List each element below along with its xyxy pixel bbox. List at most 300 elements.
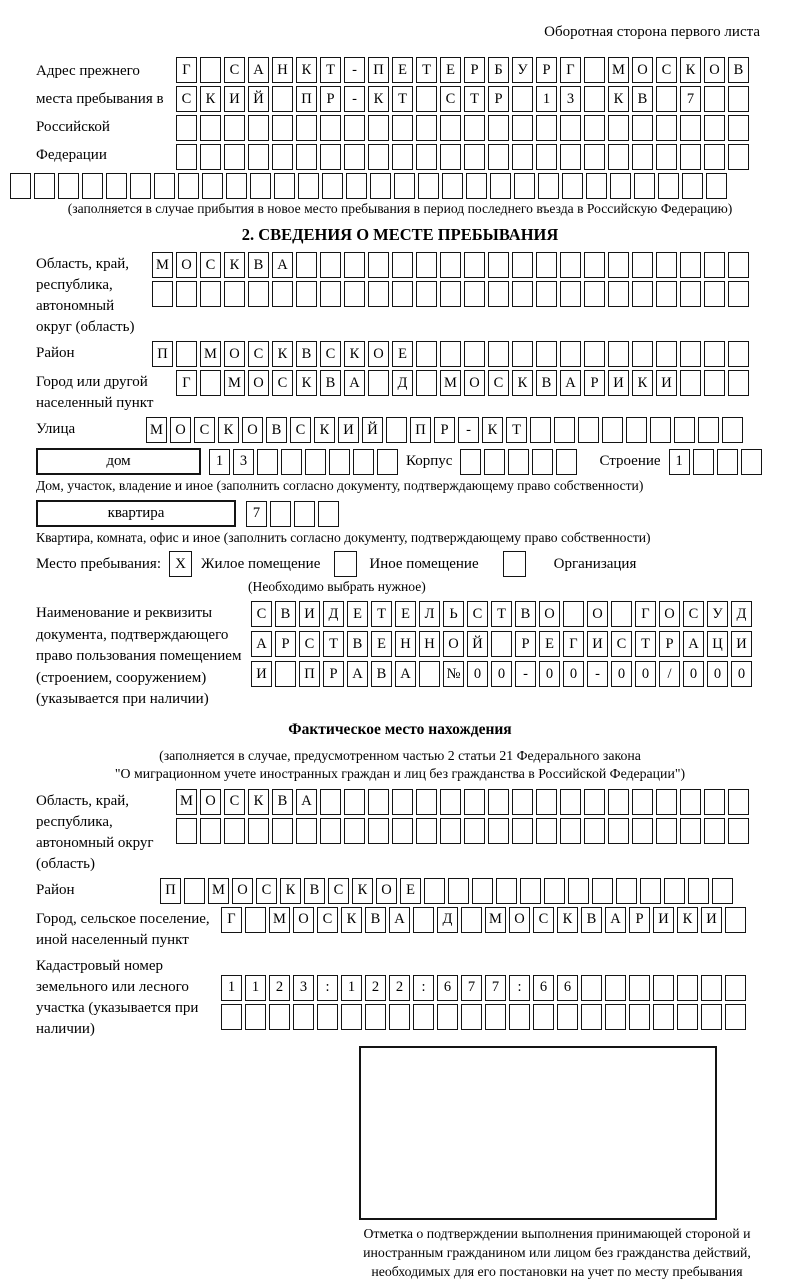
char-cell[interactable]: К — [482, 417, 503, 443]
char-cell[interactable] — [728, 818, 749, 844]
char-cell[interactable]: А — [272, 252, 293, 278]
char-cell[interactable]: С — [656, 57, 677, 83]
char-cell[interactable] — [320, 115, 341, 141]
char-cell[interactable]: В — [347, 631, 368, 657]
char-cell[interactable] — [556, 449, 577, 475]
char-cell[interactable] — [704, 115, 725, 141]
char-cell[interactable] — [320, 281, 341, 307]
char-cell[interactable] — [281, 449, 302, 475]
char-cell[interactable]: 0 — [611, 661, 632, 687]
char-cell[interactable] — [200, 57, 221, 83]
char-cell[interactable] — [560, 818, 581, 844]
char-cell[interactable] — [200, 115, 221, 141]
char-cell[interactable] — [460, 449, 481, 475]
char-cell[interactable]: П — [160, 878, 181, 904]
char-cell[interactable]: 7 — [246, 501, 267, 527]
char-cell[interactable] — [562, 173, 583, 199]
char-cell[interactable]: О — [248, 370, 269, 396]
char-cell[interactable] — [693, 449, 714, 475]
char-cell[interactable] — [176, 341, 197, 367]
char-cell[interactable]: Р — [275, 631, 296, 657]
char-cell[interactable]: Т — [323, 631, 344, 657]
char-cell[interactable] — [704, 789, 725, 815]
char-cell[interactable]: А — [389, 907, 410, 933]
char-cell[interactable] — [154, 173, 175, 199]
char-cell[interactable] — [416, 115, 437, 141]
char-cell[interactable] — [632, 341, 653, 367]
char-cell[interactable] — [560, 115, 581, 141]
char-cell[interactable]: 7 — [461, 975, 482, 1001]
char-cell[interactable]: К — [557, 907, 578, 933]
char-cell[interactable] — [176, 115, 197, 141]
char-cell[interactable] — [488, 115, 509, 141]
char-cell[interactable]: В — [304, 878, 325, 904]
char-cell[interactable]: С — [440, 86, 461, 112]
char-cell[interactable] — [200, 370, 221, 396]
char-cell[interactable] — [584, 341, 605, 367]
char-cell[interactable] — [728, 789, 749, 815]
char-cell[interactable]: Г — [176, 370, 197, 396]
region-grid-row-2[interactable] — [152, 281, 749, 307]
char-cell[interactable] — [464, 789, 485, 815]
char-cell[interactable]: О — [509, 907, 530, 933]
char-cell[interactable] — [584, 144, 605, 170]
cadastral-grid-row-1[interactable] — [221, 975, 746, 1001]
char-cell[interactable]: В — [515, 601, 536, 627]
char-cell[interactable] — [224, 818, 245, 844]
char-cell[interactable] — [538, 173, 559, 199]
char-cell[interactable]: И — [224, 86, 245, 112]
char-cell[interactable]: С — [488, 370, 509, 396]
city-grid[interactable] — [176, 370, 749, 396]
char-cell[interactable]: С — [467, 601, 488, 627]
char-cell[interactable]: С — [176, 86, 197, 112]
prev-address-grid-row-3[interactable] — [176, 115, 749, 141]
char-cell[interactable]: А — [347, 661, 368, 687]
char-cell[interactable]: О — [632, 57, 653, 83]
char-cell[interactable] — [245, 907, 266, 933]
char-cell[interactable] — [440, 115, 461, 141]
char-cell[interactable] — [176, 281, 197, 307]
char-cell[interactable] — [704, 281, 725, 307]
char-cell[interactable]: К — [224, 252, 245, 278]
char-cell[interactable]: М — [152, 252, 173, 278]
prev-address-overflow-row[interactable] — [10, 173, 764, 199]
char-cell[interactable] — [728, 115, 749, 141]
char-cell[interactable] — [200, 281, 221, 307]
char-cell[interactable] — [704, 144, 725, 170]
char-cell[interactable]: / — [659, 661, 680, 687]
char-cell[interactable] — [464, 341, 485, 367]
house-number-grid[interactable] — [209, 449, 398, 475]
char-cell[interactable] — [512, 86, 533, 112]
char-cell[interactable] — [200, 818, 221, 844]
char-cell[interactable] — [370, 173, 391, 199]
char-cell[interactable]: В — [536, 370, 557, 396]
char-cell[interactable]: 1 — [245, 975, 266, 1001]
char-cell[interactable] — [728, 341, 749, 367]
char-cell[interactable]: О — [232, 878, 253, 904]
char-cell[interactable] — [680, 818, 701, 844]
char-cell[interactable] — [536, 252, 557, 278]
char-cell[interactable]: Р — [320, 86, 341, 112]
char-cell[interactable]: О — [200, 789, 221, 815]
char-cell[interactable]: М — [176, 789, 197, 815]
char-cell[interactable]: Р — [488, 86, 509, 112]
char-cell[interactable]: Е — [400, 878, 421, 904]
char-cell[interactable] — [592, 878, 613, 904]
char-cell[interactable] — [488, 252, 509, 278]
char-cell[interactable]: 3 — [233, 449, 254, 475]
char-cell[interactable] — [634, 173, 655, 199]
char-cell[interactable] — [296, 818, 317, 844]
char-cell[interactable]: Р — [584, 370, 605, 396]
char-cell[interactable]: Т — [320, 57, 341, 83]
char-cell[interactable]: : — [317, 975, 338, 1001]
char-cell[interactable]: К — [341, 907, 362, 933]
char-cell[interactable] — [392, 252, 413, 278]
char-cell[interactable] — [318, 501, 339, 527]
char-cell[interactable] — [728, 144, 749, 170]
char-cell[interactable] — [485, 1004, 506, 1030]
char-cell[interactable] — [418, 173, 439, 199]
char-cell[interactable] — [368, 252, 389, 278]
char-cell[interactable]: В — [266, 417, 287, 443]
char-cell[interactable] — [224, 281, 245, 307]
char-cell[interactable] — [368, 115, 389, 141]
char-cell[interactable] — [344, 144, 365, 170]
char-cell[interactable] — [488, 144, 509, 170]
char-cell[interactable]: 0 — [683, 661, 704, 687]
char-cell[interactable] — [377, 449, 398, 475]
prev-address-grid-row-2[interactable] — [176, 86, 749, 112]
char-cell[interactable] — [581, 975, 602, 1001]
char-cell[interactable] — [626, 417, 647, 443]
char-cell[interactable] — [488, 818, 509, 844]
char-cell[interactable]: Е — [440, 57, 461, 83]
char-cell[interactable] — [464, 115, 485, 141]
char-cell[interactable]: У — [707, 601, 728, 627]
document-grid-row-2[interactable] — [251, 631, 752, 657]
char-cell[interactable] — [248, 818, 269, 844]
char-cell[interactable]: П — [296, 86, 317, 112]
char-cell[interactable]: К — [632, 370, 653, 396]
char-cell[interactable]: О — [443, 631, 464, 657]
char-cell[interactable]: И — [251, 661, 272, 687]
organization-checkbox[interactable] — [503, 551, 526, 577]
char-cell[interactable] — [725, 1004, 746, 1030]
char-cell[interactable]: О — [587, 601, 608, 627]
char-cell[interactable]: Й — [248, 86, 269, 112]
char-cell[interactable] — [512, 144, 533, 170]
char-cell[interactable] — [605, 1004, 626, 1030]
char-cell[interactable] — [581, 1004, 602, 1030]
char-cell[interactable] — [344, 818, 365, 844]
char-cell[interactable]: Р — [515, 631, 536, 657]
char-cell[interactable]: А — [344, 370, 365, 396]
document-grid-row-1[interactable] — [251, 601, 752, 627]
char-cell[interactable] — [616, 878, 637, 904]
char-cell[interactable]: С — [251, 601, 272, 627]
char-cell[interactable] — [152, 281, 173, 307]
fact-region-grid-row-2[interactable] — [176, 818, 749, 844]
char-cell[interactable]: Н — [395, 631, 416, 657]
char-cell[interactable] — [512, 252, 533, 278]
char-cell[interactable] — [305, 449, 326, 475]
char-cell[interactable]: Ц — [707, 631, 728, 657]
char-cell[interactable] — [584, 818, 605, 844]
char-cell[interactable] — [608, 281, 629, 307]
char-cell[interactable] — [706, 173, 727, 199]
char-cell[interactable]: 6 — [437, 975, 458, 1001]
char-cell[interactable] — [632, 144, 653, 170]
char-cell[interactable] — [248, 281, 269, 307]
char-cell[interactable] — [632, 115, 653, 141]
char-cell[interactable]: А — [683, 631, 704, 657]
char-cell[interactable] — [584, 86, 605, 112]
char-cell[interactable] — [568, 878, 589, 904]
char-cell[interactable]: С — [224, 57, 245, 83]
char-cell[interactable] — [250, 173, 271, 199]
char-cell[interactable] — [640, 878, 661, 904]
char-cell[interactable]: Г — [560, 57, 581, 83]
char-cell[interactable]: Г — [176, 57, 197, 83]
char-cell[interactable]: П — [152, 341, 173, 367]
char-cell[interactable] — [440, 789, 461, 815]
char-cell[interactable] — [416, 252, 437, 278]
char-cell[interactable] — [680, 144, 701, 170]
char-cell[interactable]: О — [376, 878, 397, 904]
char-cell[interactable] — [368, 281, 389, 307]
char-cell[interactable]: И — [338, 417, 359, 443]
char-cell[interactable]: С — [200, 252, 221, 278]
char-cell[interactable] — [346, 173, 367, 199]
korpus-grid[interactable] — [460, 449, 577, 475]
char-cell[interactable]: К — [352, 878, 373, 904]
char-cell[interactable]: 1 — [341, 975, 362, 1001]
char-cell[interactable] — [680, 115, 701, 141]
char-cell[interactable]: О — [170, 417, 191, 443]
char-cell[interactable]: К — [677, 907, 698, 933]
char-cell[interactable] — [248, 115, 269, 141]
char-cell[interactable] — [536, 341, 557, 367]
char-cell[interactable]: 1 — [209, 449, 230, 475]
char-cell[interactable]: И — [587, 631, 608, 657]
char-cell[interactable] — [741, 449, 762, 475]
char-cell[interactable] — [680, 281, 701, 307]
fact-region-grid-row-1[interactable] — [176, 789, 749, 815]
char-cell[interactable] — [368, 789, 389, 815]
char-cell[interactable] — [461, 907, 482, 933]
char-cell[interactable] — [554, 417, 575, 443]
char-cell[interactable] — [440, 252, 461, 278]
char-cell[interactable] — [329, 449, 350, 475]
char-cell[interactable] — [257, 449, 278, 475]
document-grid-row-3[interactable] — [251, 661, 752, 687]
char-cell[interactable]: С — [611, 631, 632, 657]
char-cell[interactable]: 2 — [365, 975, 386, 1001]
char-cell[interactable] — [416, 818, 437, 844]
char-cell[interactable] — [461, 1004, 482, 1030]
char-cell[interactable] — [610, 173, 631, 199]
char-cell[interactable] — [272, 818, 293, 844]
char-cell[interactable] — [682, 173, 703, 199]
char-cell[interactable]: А — [560, 370, 581, 396]
char-cell[interactable] — [532, 449, 553, 475]
char-cell[interactable] — [688, 878, 709, 904]
char-cell[interactable] — [320, 818, 341, 844]
char-cell[interactable] — [704, 370, 725, 396]
char-cell[interactable] — [584, 789, 605, 815]
char-cell[interactable] — [544, 878, 565, 904]
char-cell[interactable] — [560, 789, 581, 815]
char-cell[interactable]: А — [296, 789, 317, 815]
char-cell[interactable] — [656, 281, 677, 307]
char-cell[interactable] — [677, 975, 698, 1001]
char-cell[interactable]: Т — [371, 601, 392, 627]
char-cell[interactable] — [728, 86, 749, 112]
char-cell[interactable]: Г — [221, 907, 242, 933]
char-cell[interactable]: В — [581, 907, 602, 933]
char-cell[interactable] — [563, 601, 584, 627]
fact-district-grid[interactable] — [160, 878, 733, 904]
char-cell[interactable]: О — [464, 370, 485, 396]
char-cell[interactable] — [557, 1004, 578, 1030]
char-cell[interactable] — [416, 341, 437, 367]
char-cell[interactable]: О — [368, 341, 389, 367]
char-cell[interactable]: И — [653, 907, 674, 933]
char-cell[interactable] — [368, 370, 389, 396]
char-cell[interactable] — [178, 173, 199, 199]
char-cell[interactable]: Н — [419, 631, 440, 657]
char-cell[interactable]: М — [485, 907, 506, 933]
char-cell[interactable]: М — [146, 417, 167, 443]
char-cell[interactable]: О — [704, 57, 725, 83]
char-cell[interactable] — [386, 417, 407, 443]
char-cell[interactable] — [224, 144, 245, 170]
apartment-number-grid[interactable] — [246, 501, 339, 527]
char-cell[interactable]: О — [176, 252, 197, 278]
char-cell[interactable]: К — [296, 57, 317, 83]
char-cell[interactable] — [512, 115, 533, 141]
char-cell[interactable]: В — [296, 341, 317, 367]
char-cell[interactable] — [560, 281, 581, 307]
char-cell[interactable]: С — [272, 370, 293, 396]
char-cell[interactable] — [560, 252, 581, 278]
char-cell[interactable]: 6 — [533, 975, 554, 1001]
char-cell[interactable]: Е — [371, 631, 392, 657]
char-cell[interactable] — [389, 1004, 410, 1030]
char-cell[interactable] — [677, 1004, 698, 1030]
char-cell[interactable] — [656, 252, 677, 278]
char-cell[interactable] — [106, 173, 127, 199]
char-cell[interactable] — [368, 818, 389, 844]
char-cell[interactable]: У — [512, 57, 533, 83]
char-cell[interactable] — [365, 1004, 386, 1030]
char-cell[interactable]: В — [272, 789, 293, 815]
char-cell[interactable]: В — [275, 601, 296, 627]
char-cell[interactable] — [224, 115, 245, 141]
char-cell[interactable]: 6 — [557, 975, 578, 1001]
char-cell[interactable]: Б — [488, 57, 509, 83]
char-cell[interactable] — [704, 86, 725, 112]
char-cell[interactable] — [608, 115, 629, 141]
char-cell[interactable] — [674, 417, 695, 443]
char-cell[interactable] — [184, 878, 205, 904]
char-cell[interactable] — [344, 252, 365, 278]
char-cell[interactable] — [680, 341, 701, 367]
char-cell[interactable]: М — [608, 57, 629, 83]
char-cell[interactable] — [602, 417, 623, 443]
char-cell[interactable] — [392, 789, 413, 815]
char-cell[interactable]: Д — [392, 370, 413, 396]
char-cell[interactable] — [632, 818, 653, 844]
char-cell[interactable]: № — [443, 661, 464, 687]
char-cell[interactable] — [176, 818, 197, 844]
char-cell[interactable]: Т — [491, 601, 512, 627]
char-cell[interactable] — [82, 173, 103, 199]
char-cell[interactable] — [472, 878, 493, 904]
char-cell[interactable]: 2 — [269, 975, 290, 1001]
char-cell[interactable] — [512, 818, 533, 844]
char-cell[interactable] — [605, 975, 626, 1001]
char-cell[interactable]: 1 — [669, 449, 690, 475]
char-cell[interactable] — [269, 1004, 290, 1030]
char-cell[interactable]: Р — [629, 907, 650, 933]
char-cell[interactable] — [245, 1004, 266, 1030]
char-cell[interactable] — [725, 975, 746, 1001]
char-cell[interactable]: О — [293, 907, 314, 933]
char-cell[interactable]: К — [368, 86, 389, 112]
char-cell[interactable] — [586, 173, 607, 199]
char-cell[interactable]: К — [200, 86, 221, 112]
char-cell[interactable] — [298, 173, 319, 199]
residential-checkbox[interactable]: X — [169, 551, 192, 577]
char-cell[interactable] — [419, 661, 440, 687]
char-cell[interactable] — [584, 57, 605, 83]
char-cell[interactable]: И — [299, 601, 320, 627]
char-cell[interactable]: К — [218, 417, 239, 443]
char-cell[interactable] — [270, 501, 291, 527]
street-grid[interactable] — [146, 417, 743, 443]
char-cell[interactable]: Г — [563, 631, 584, 657]
char-cell[interactable] — [584, 115, 605, 141]
char-cell[interactable] — [632, 252, 653, 278]
char-cell[interactable]: В — [248, 252, 269, 278]
char-cell[interactable]: В — [728, 57, 749, 83]
char-cell[interactable] — [58, 173, 79, 199]
char-cell[interactable] — [680, 370, 701, 396]
char-cell[interactable] — [10, 173, 31, 199]
char-cell[interactable] — [440, 281, 461, 307]
char-cell[interactable] — [608, 144, 629, 170]
char-cell[interactable] — [272, 115, 293, 141]
char-cell[interactable] — [274, 173, 295, 199]
char-cell[interactable] — [536, 818, 557, 844]
char-cell[interactable]: С — [533, 907, 554, 933]
char-cell[interactable] — [509, 1004, 530, 1030]
char-cell[interactable] — [488, 789, 509, 815]
char-cell[interactable] — [680, 252, 701, 278]
char-cell[interactable]: С — [224, 789, 245, 815]
char-cell[interactable] — [176, 144, 197, 170]
char-cell[interactable] — [437, 1004, 458, 1030]
char-cell[interactable]: : — [509, 975, 530, 1001]
char-cell[interactable]: К — [280, 878, 301, 904]
char-cell[interactable] — [221, 1004, 242, 1030]
char-cell[interactable] — [632, 789, 653, 815]
char-cell[interactable]: С — [683, 601, 704, 627]
